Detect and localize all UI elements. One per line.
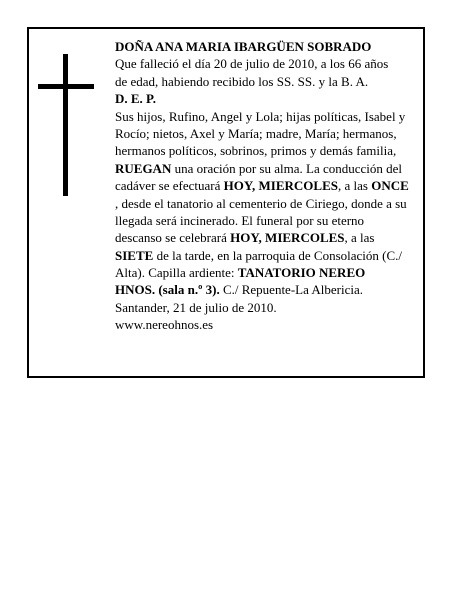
text-line (115, 264, 423, 281)
dep-text: D. E. P. (115, 91, 157, 107)
deceased-name: DOÑA ANA MARIA IBARGÜEN SOBRADO (115, 39, 372, 54)
day-text: HOY, MIERCOLES (223, 178, 338, 194)
date-line: Santander, 21 de julio de 2010. (115, 299, 277, 315)
cross-horizontal-bar (38, 84, 94, 89)
text-line (115, 247, 423, 264)
text-line: Que falleció el día 20 de julio de 2010, a los 66 años (115, 56, 389, 72)
dep-line (115, 90, 423, 107)
funeral-home-name: TANATORIO NEREO (237, 265, 366, 281)
text-segment: , a las (338, 178, 372, 194)
text-line (115, 281, 423, 298)
deceased-name-line (115, 38, 423, 55)
text-line (115, 177, 423, 194)
funeral-home-room: HNOS. (sala n.º 3). (115, 282, 220, 298)
day-text: HOY, MIERCOLES (230, 230, 345, 246)
time-text: ONCE (371, 178, 409, 194)
text-segment: de la tarde, en la parroquia de Consolación (C./ (153, 247, 403, 263)
text-segment: una oración por su alma. La conducción del (171, 160, 403, 176)
text-line: Sus hijos, Rufino, Angel y Lola; hijas políticas, Isabel y (115, 108, 406, 124)
website-link[interactable]: www.nereohnos.es (115, 317, 214, 333)
text-line: Rocío; nietos, Axel y María; madre, María; hermanos, (115, 125, 397, 141)
text-line: llegada será incinerado. El funeral por su eterno (115, 212, 365, 228)
time-text: SIETE (115, 247, 154, 263)
text-segment: , a las (344, 230, 375, 246)
text-line: hermanos políticos, sobrinos, primos y demás familia, (115, 143, 397, 159)
ruegan-text: RUEGAN (115, 160, 172, 176)
text-line (115, 160, 423, 177)
text-segment: cadáver se efectuará (115, 178, 224, 194)
text-segment: C./ Repuente-La Albericia. (219, 282, 364, 298)
text-line (115, 229, 423, 246)
cross-vertical-bar (63, 54, 68, 196)
text-segment: Alta). Capilla ardiente: (115, 265, 238, 281)
text-line: , desde el tanatorio al cementerio de Ciriego, donde a su (115, 195, 407, 211)
text-line: de edad, habiendo recibido los SS. SS. y la B. A. (115, 73, 369, 89)
text-segment: descanso se celebrará (115, 230, 231, 246)
obituary-text (115, 38, 423, 334)
